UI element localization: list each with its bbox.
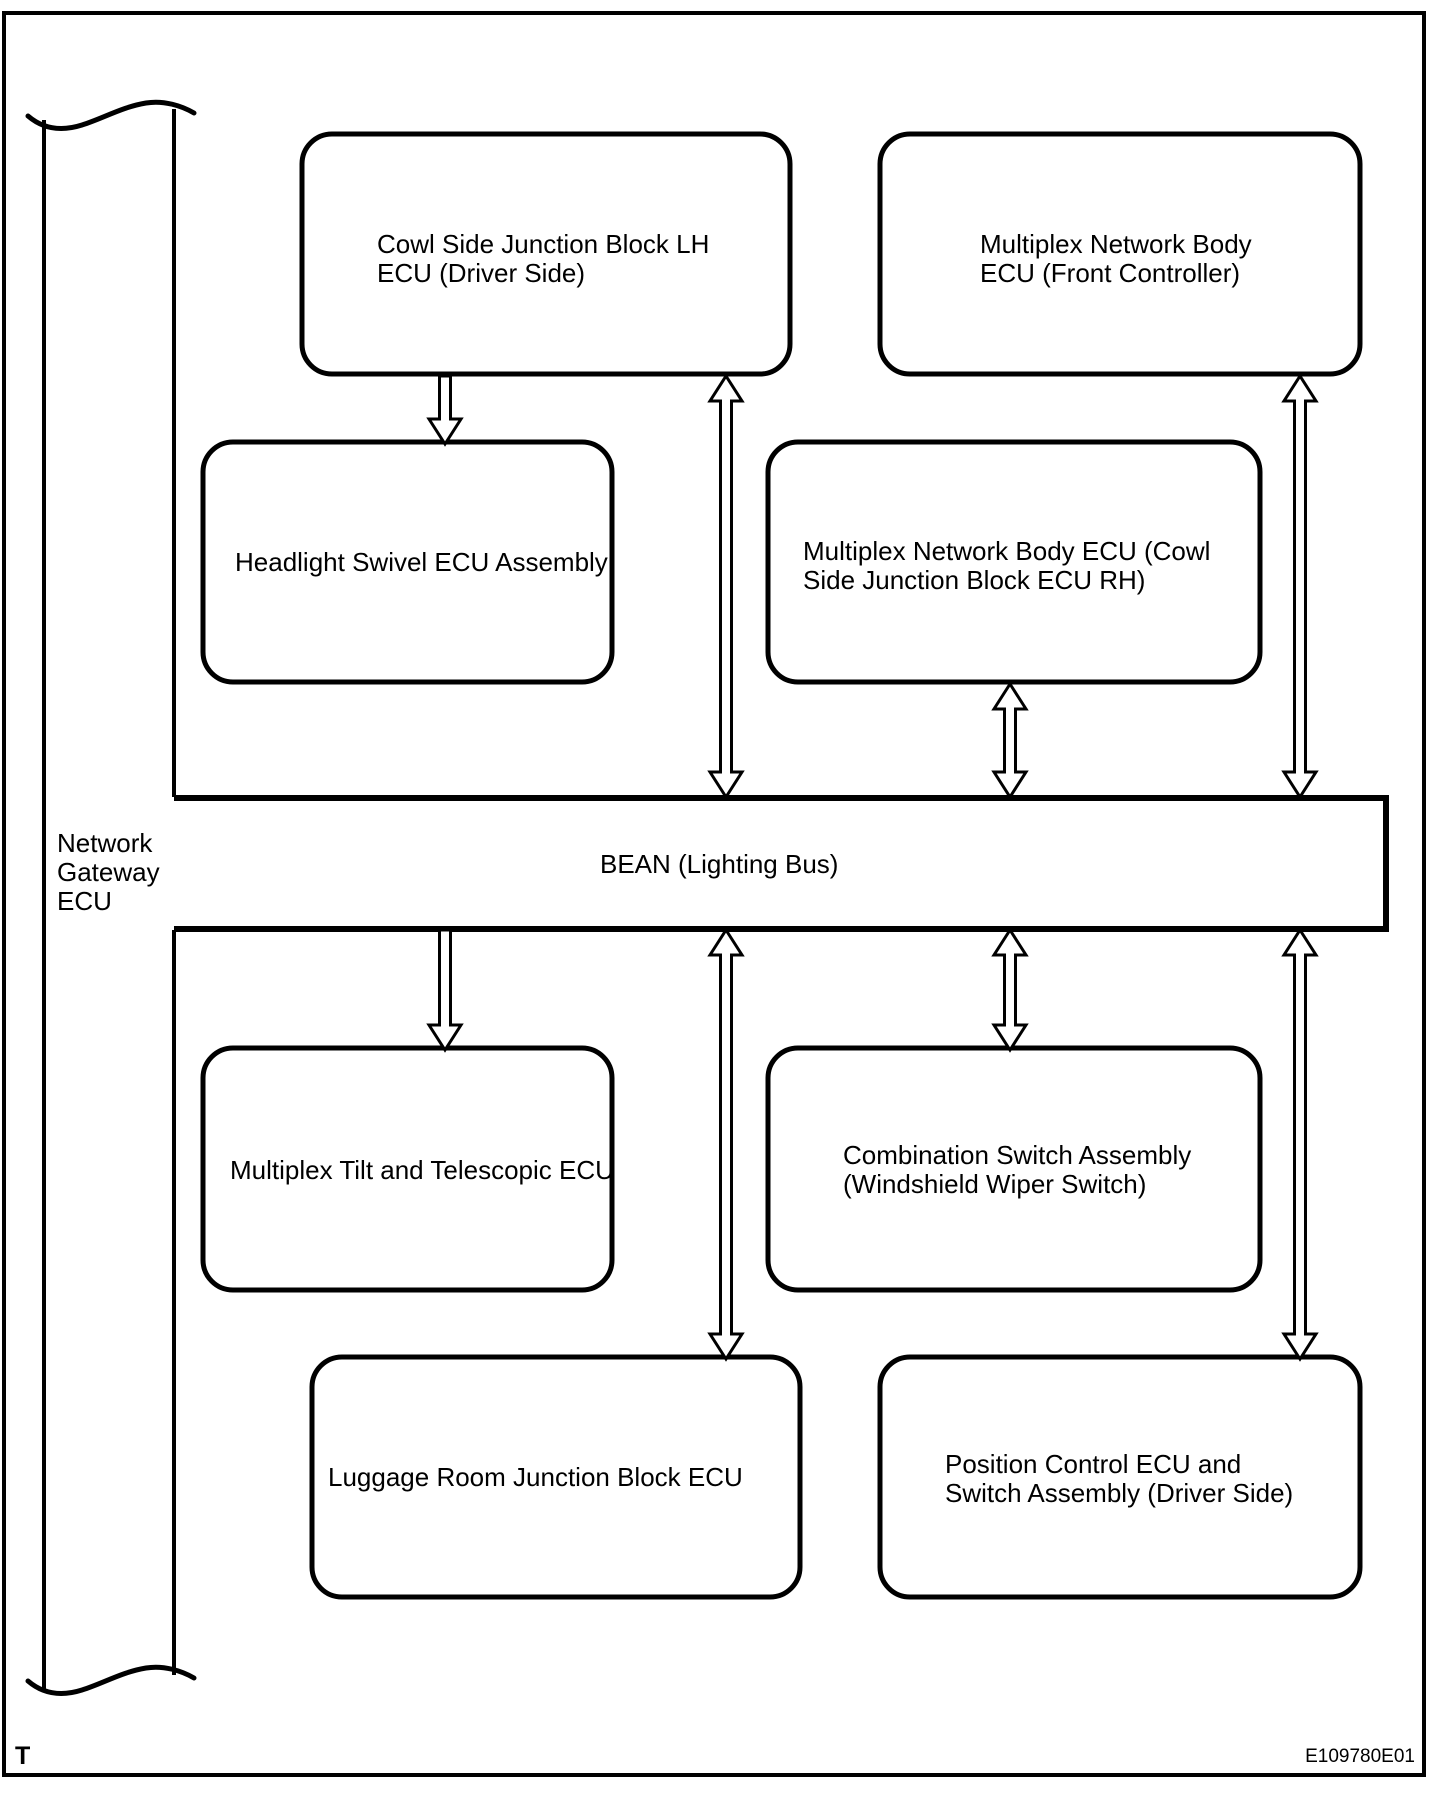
box-label-line2: (Windshield Wiper Switch) (843, 1169, 1147, 1199)
box-headlight-swivel-ecu-assembly (203, 442, 612, 682)
box-label-line2: ECU (Front Controller) (980, 258, 1241, 288)
box-label-line2: ECU (Driver Side) (377, 258, 586, 288)
arrow-bus-to-luggage-room-bidirectional (710, 930, 742, 1359)
box-label-line1: Luggage Room Junction Block ECU (328, 1462, 743, 1492)
arrow-cowl-rh-to-bus-bidirectional (994, 684, 1026, 797)
bean-lighting-bus-bar (174, 798, 1386, 929)
box-label-line1: Multiplex Network Body (980, 229, 1252, 259)
box-label-line1: Headlight Swivel ECU Assembly (235, 547, 608, 577)
box-multiplex-network-body-ecu-cowl-rh (768, 442, 1260, 682)
arrow-cowl-lh-to-headlight-swivel (429, 376, 461, 444)
corner-label: T (15, 1742, 31, 1770)
arrow-cowl-lh-to-bus-bidirectional (710, 376, 742, 797)
box-label-line1: Multiplex Network Body ECU (Cowl (803, 536, 1211, 566)
box-multiplex-network-body-ecu-front-controller (880, 134, 1360, 374)
box-cowl-side-junction-block-lh-ecu (302, 134, 790, 374)
box-position-control-ecu-and-switch-assembly (880, 1357, 1360, 1597)
box-combination-switch-assembly (768, 1048, 1260, 1290)
figure-id: E109780E01 (1305, 1746, 1415, 1767)
gateway-label-line1: Network (57, 828, 153, 858)
box-label-line1: Multiplex Tilt and Telescopic ECU (230, 1155, 614, 1185)
network-gateway-ecu-bar (28, 102, 194, 1693)
gateway-bar-top-break-wave (28, 102, 194, 128)
box-label-line2: Switch Assembly (Driver Side) (945, 1478, 1294, 1508)
arrow-bus-to-position-control-bidirectional (1284, 930, 1316, 1359)
box-multiplex-tilt-and-telescopic-ecu (203, 1048, 614, 1290)
box-label-line2: Side Junction Block ECU RH) (803, 565, 1146, 595)
bus-label: BEAN (Lighting Bus) (600, 849, 839, 879)
gateway-label-line3: ECU (57, 886, 112, 916)
arrow-bus-to-multiplex-tilt (429, 930, 461, 1050)
box-label-line1: Position Control ECU and (945, 1449, 1242, 1479)
box-luggage-room-junction-block-ecu (312, 1357, 800, 1597)
arrow-bus-to-combination-switch-bidirectional (994, 930, 1026, 1050)
box-label-line1: Combination Switch Assembly (843, 1140, 1192, 1170)
gateway-bar-bottom-break-wave (28, 1667, 194, 1693)
box-label-line1: Cowl Side Junction Block LH (377, 229, 710, 259)
arrow-front-controller-to-bus-bidirectional (1284, 376, 1316, 797)
gateway-label-line2: Gateway (57, 857, 160, 887)
